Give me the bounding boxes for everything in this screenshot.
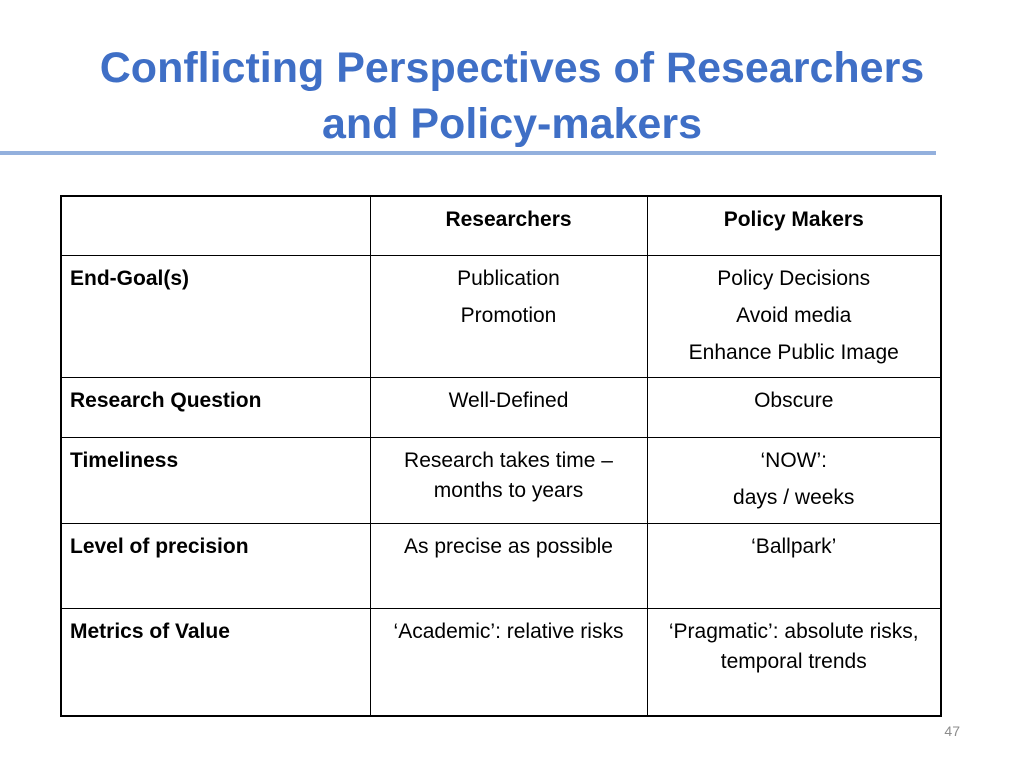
header-cell-policy-makers: Policy Makers xyxy=(647,196,941,255)
policy-makers-cell xyxy=(647,523,941,608)
row-label: Metrics of Value xyxy=(61,608,370,716)
slide-title-line-2: and Policy-makers xyxy=(321,100,702,148)
comparison-table xyxy=(60,195,942,717)
page-number: 47 xyxy=(944,723,960,739)
policy-makers-cell xyxy=(647,437,941,523)
cell-line: Avoid media xyxy=(736,303,852,327)
policy-makers-cell xyxy=(647,255,941,377)
header-cell-empty xyxy=(61,196,370,255)
header-cell-researchers: Researchers xyxy=(370,196,647,255)
cell-line: Policy Decisions xyxy=(717,266,871,290)
cell-line: Obscure xyxy=(754,388,834,412)
cell-line: ‘NOW’: xyxy=(760,448,827,472)
researchers-cell xyxy=(370,377,647,437)
title-underline xyxy=(0,151,936,155)
row-label: End-Goal(s) xyxy=(61,255,370,377)
researchers-cell xyxy=(370,523,647,608)
table-row-metrics-of-value xyxy=(61,608,941,716)
table-row-research-question xyxy=(61,377,941,437)
policy-makers-cell xyxy=(647,377,941,437)
cell-line: As precise as possible xyxy=(404,534,613,558)
slide-title-line-1: Conflicting Perspectives of Researchers xyxy=(99,44,925,92)
cell-line: Publication xyxy=(457,266,560,290)
cell-line: days / weeks xyxy=(733,485,855,509)
table-row-end-goals xyxy=(61,255,941,377)
table-row-level-of-precision xyxy=(61,523,941,608)
cell-line: ‘Ballpark’ xyxy=(751,534,837,558)
table-header-row xyxy=(61,196,941,255)
cell-line: Enhance Public Image xyxy=(688,340,899,364)
researchers-cell: ‘Academic’: relative risks xyxy=(370,608,647,716)
policy-makers-cell: ‘Pragmatic’: absolute risks, temporal trends xyxy=(647,608,941,716)
researchers-cell: Research takes time – months to years xyxy=(370,437,647,523)
row-label: Level of precision xyxy=(61,523,370,608)
cell-line: Well-Defined xyxy=(448,388,569,412)
row-label: Timeliness xyxy=(61,437,370,523)
researchers-cell xyxy=(370,255,647,377)
cell-line: Promotion xyxy=(460,303,557,327)
table-row-timeliness xyxy=(61,437,941,523)
slide-title xyxy=(0,40,1024,152)
row-label: Research Question xyxy=(61,377,370,437)
